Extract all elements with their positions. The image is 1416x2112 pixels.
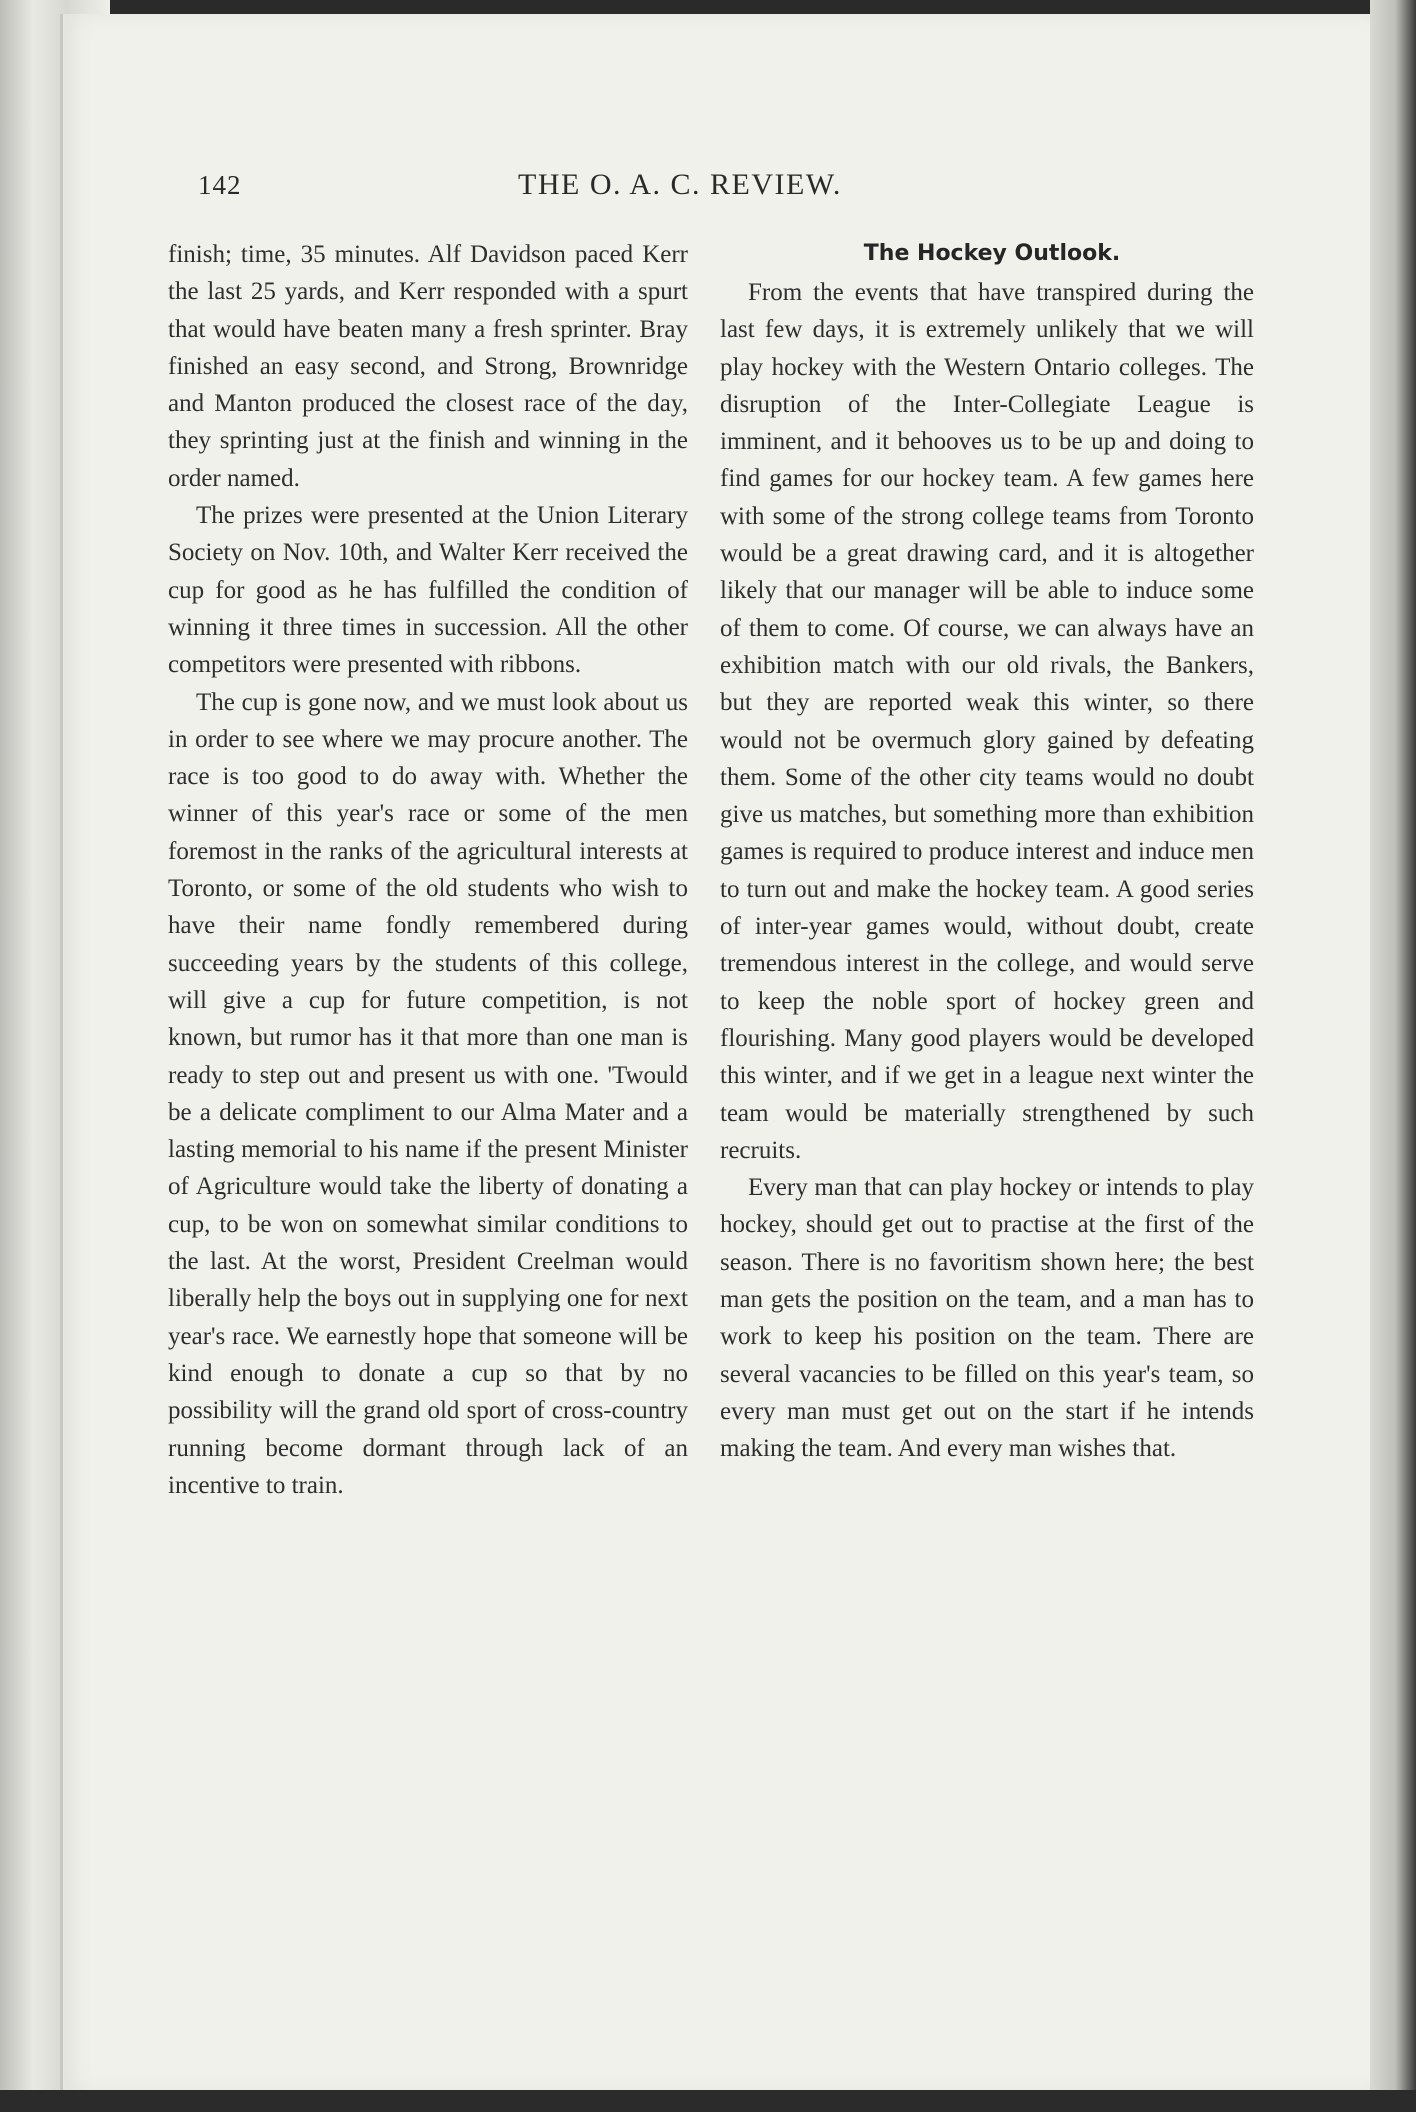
right-column	[720, 236, 1254, 1468]
paragraph: From the events that have transpired during the last few days, it is extremely unlikely that we will play hockey with the Western Ontario colleges. The disruption of the Inter-Collegiate League is imminent, and it behooves us to be up and doing to find games for our hockey team. A few games here with some of the strong college teams from Toronto would be a great drawing card, and it is altogether likely that our manager will be able to induce some of them to come. Of course, we can always have an exhibition match with our old rivals, the Bankers, but they are reported weak this winter, so there would not be overmuch glory gained by defeating them. Some of the other city teams would no doubt give us matches, but something more than exhibition games is required to produce interest and induce men to turn out and make the hockey team. A good series of inter-year games would, without doubt, create tremendous interest in the college, and would serve to keep the noble sport of hockey green and flourishing. Many good players would be developed this winter, and if we get in a league next winter the team would be materially strengthened by such recruits.	[720, 279, 1254, 1164]
paragraph: Every man that can play hockey or intends to play hockey, should get out to practise at the first of the season. There is no favoritism shown here; the best man gets the position on the team, and a man has to work to keep his position on the team. There are several vacancies to be filled on this year's team, so every man must get out on the start if he intends making the team. And every man wishes that.	[720, 1174, 1254, 1463]
scan-bottom-border	[0, 2090, 1416, 2112]
paragraph: The cup is gone now, and we must look about us in order to see where we may procure another. The race is too good to do away with. Whether the winner of this year's race or some of the men foremost in the ranks of the agricultural interests at Toronto, or some of the old students who wish to have their name fondly remembered during succeeding years by the students of this college, will give a cup for future competition, is not known, but rumor has it that more than one man is ready to step out and present us with one. 'Twould be a delicate compliment to our Alma Mater and a lasting memorial to his name if the present Minister of Agriculture would take the liberty of donating a cup, to be won on somewhat similar conditions to the last. At the worst, President Creelman would liberally help the boys out in supplying one for next year's race. We earnestly hope that someone will be kind enough to donate a cup so that by no possibility will the grand old sport of cross-country running become dormant through lack of an incentive to train.	[168, 688, 688, 1499]
paragraph: finish; time, 35 minutes. Alf Davidson paced Kerr the last 25 yards, and Kerr responded with a spurt that would have beaten many a fresh sprinter. Bray finished an easy second, and Strong, Brownridge and Manton produced the closest race of the day, they sprinting just at the finish and winning in the order named.	[168, 241, 688, 492]
running-title: THE O. A. C. REVIEW.	[518, 168, 842, 201]
article-heading: The Hockey Outlook.	[863, 241, 1121, 266]
page-header	[0, 170, 1416, 210]
page-number: 142	[198, 170, 242, 200]
paragraph: The prizes were presented at the Union Literary Society on Nov. 10th, and Walter Kerr received the cup for good as he has fulfilled the condition of winning it three times in succession. All the other competitors were presented with ribbons.	[168, 502, 688, 679]
left-column	[168, 236, 688, 1504]
page-edge-shadow	[1370, 0, 1416, 2112]
